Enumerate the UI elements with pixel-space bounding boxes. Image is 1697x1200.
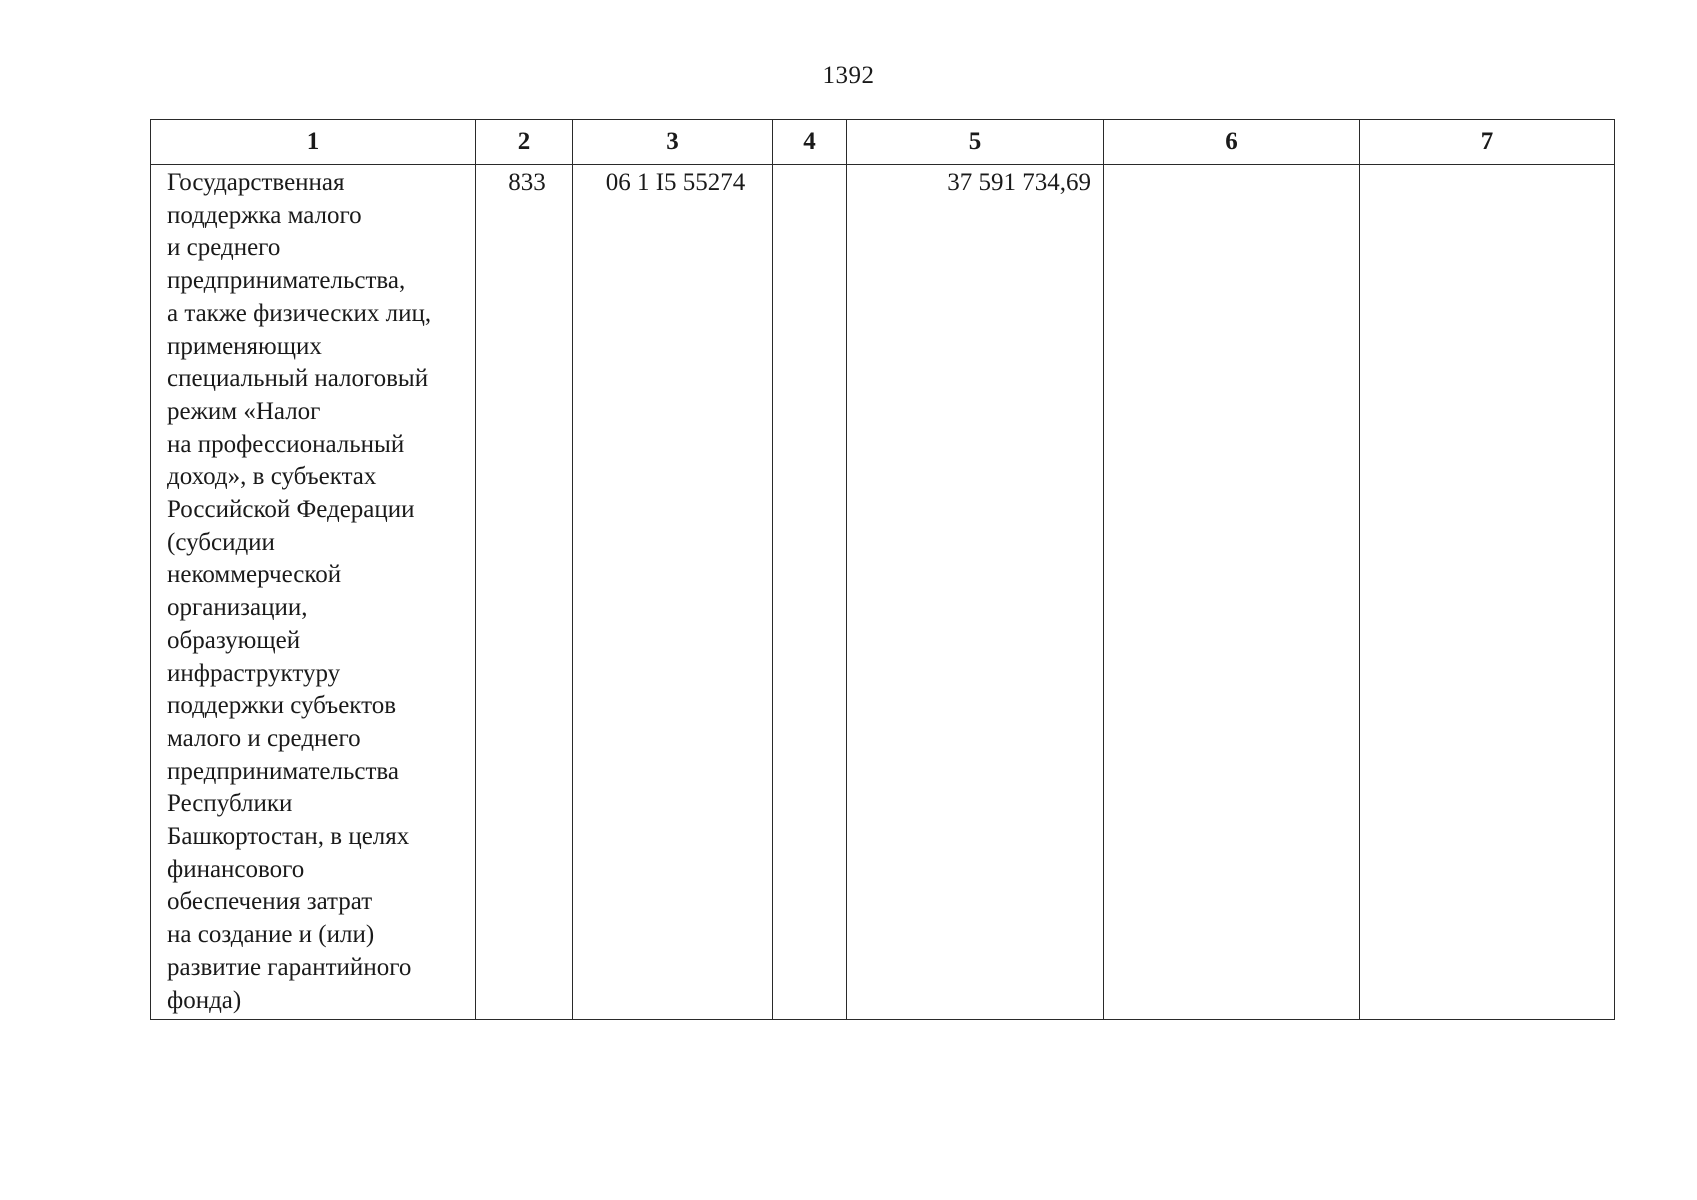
page-number: 1392 (822, 62, 875, 89)
description-line: применяющих (167, 332, 322, 360)
description-line: и среднего (167, 234, 281, 262)
header-row (151, 120, 1615, 165)
column-header-1: 1 (151, 120, 476, 165)
column-header-4: 4 (773, 120, 847, 165)
column-header-2: 2 (476, 120, 573, 165)
description-line: Республики (167, 790, 293, 818)
description-line: а также физических лиц, (167, 299, 432, 327)
description-line: Российской Федерации (167, 496, 415, 524)
description-line: предпринимательства (167, 757, 399, 785)
description-line: малого и среднего (167, 724, 361, 752)
description-line: обеспечения затрат (167, 888, 373, 916)
description-line: Башкортостан, в целях (167, 823, 410, 851)
column-6-cell (1104, 165, 1360, 1020)
amount-cell: 37 591 734,69 (847, 165, 1104, 1020)
department-code-cell: 833 (476, 165, 573, 1020)
column-7-cell (1360, 165, 1615, 1020)
column-header-3: 3 (573, 120, 773, 165)
description-line: режим «Налог (167, 397, 321, 425)
description-line: поддержка малого (167, 201, 362, 229)
column-header-7: 7 (1360, 120, 1615, 165)
column-header-5: 5 (847, 120, 1104, 165)
description-line: образующей (167, 626, 301, 654)
item-description-cell (151, 165, 476, 1020)
description-line: на создание и (или) (167, 921, 375, 949)
budget-table (150, 119, 1615, 1020)
description-line: специальный налоговый (167, 365, 429, 393)
description-line: финансового (167, 855, 305, 883)
description-line: инфраструктуру (167, 659, 341, 687)
description-line: фонда) (167, 986, 242, 1014)
description-line: организации, (167, 594, 308, 622)
description-line: (субсидии (167, 528, 275, 556)
description-line: предпринимательства, (167, 267, 406, 295)
expense-type-cell (773, 165, 847, 1020)
description-line: развитие гарантийного (167, 953, 412, 981)
description-line: некоммерческой (167, 561, 342, 589)
table-row (151, 165, 1615, 1020)
description-line: Государственная (167, 169, 345, 196)
target-article-code-cell: 06 1 I5 55274 (573, 165, 773, 1020)
description-line: на профессиональный (167, 430, 405, 458)
column-header-6: 6 (1104, 120, 1360, 165)
description-line: доход», в субъектах (167, 463, 377, 491)
description-line: поддержки субъектов (167, 692, 397, 720)
